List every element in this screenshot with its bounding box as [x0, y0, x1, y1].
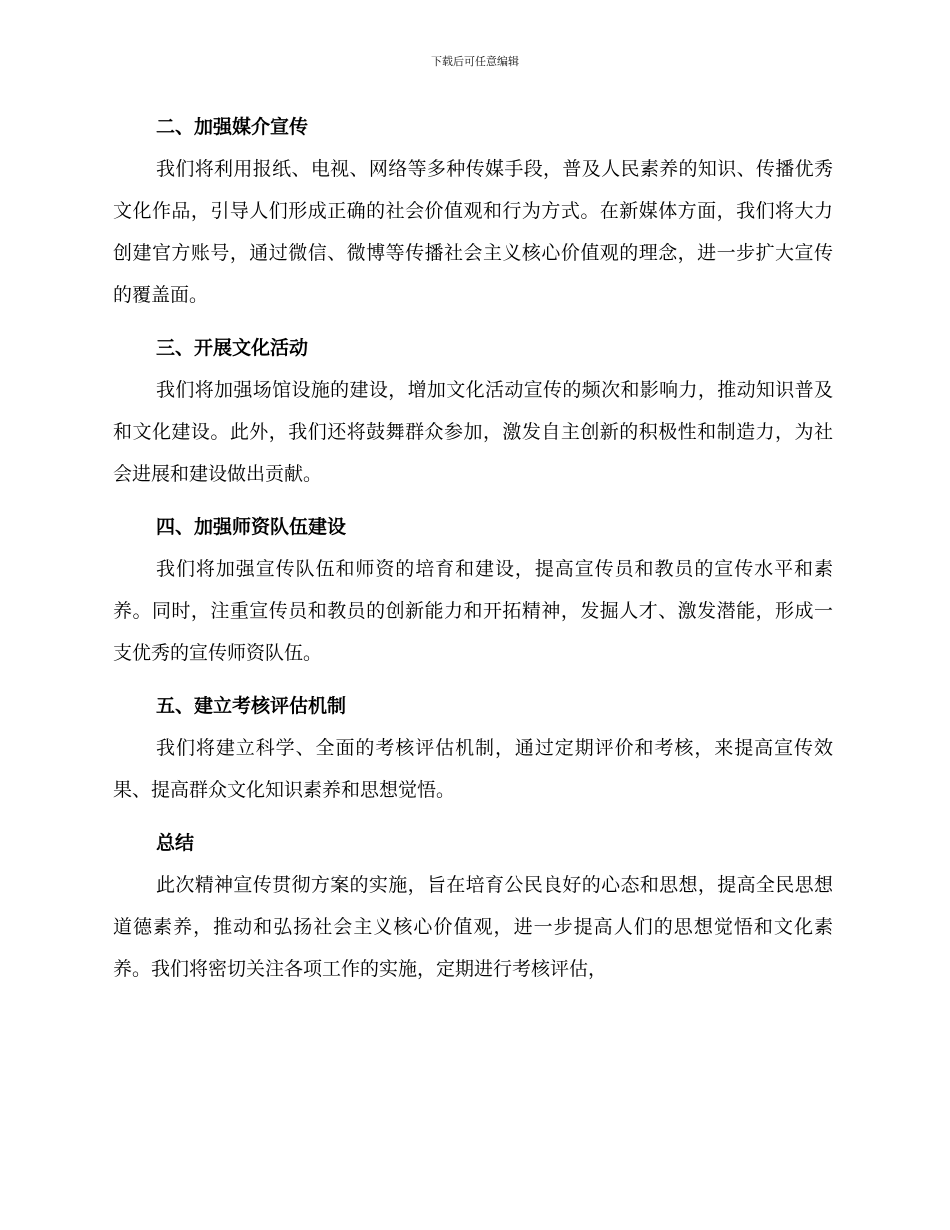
section-media-publicity	[113, 106, 833, 316]
page-header-note: 下载后可任意编辑	[431, 55, 519, 68]
section-teacher-team	[113, 506, 833, 674]
section-paragraph: 此次精神宣传贯彻方案的实施，旨在培育公民良好的心态和思想，提高全民思想道德素养，推动和弘扬社会主义核心价值观，进一步提高人们的思想觉悟和文化素养。我们将密切关注各项工作的实施，定期进行考核评估，	[113, 874, 833, 980]
section-cultural-activities	[113, 327, 833, 495]
section-summary	[113, 822, 833, 990]
document-body	[113, 106, 833, 1001]
section-heading: 二、加强媒介宣传	[156, 116, 309, 138]
section-evaluation-mechanism	[113, 685, 833, 811]
section-paragraph: 我们将利用报纸、电视、网络等多种传媒手段，普及人民素养的知识、传播优秀文化作品，引导人们形成正确的社会价值观和行为方式。在新媒体方面，我们将大力创建官方账号，通过微信、微博等传播社会主义核心价值观的理念，进一步扩大宣传的覆盖面。	[113, 158, 833, 306]
section-paragraph: 我们将加强宣传队伍和师资的培育和建设，提高宣传员和教员的宣传水平和素养。同时，注重宣传员和教员的创新能力和开拓精神，发掘人才、激发潜能，形成一支优秀的宣传师资队伍。	[113, 558, 833, 664]
section-heading: 四、加强师资队伍建设	[156, 516, 347, 538]
section-paragraph: 我们将加强场馆设施的建设，增加文化活动宣传的频次和影响力，推动知识普及和文化建设。此外，我们还将鼓舞群众参加，激发自主创新的积极性和制造力，为社会进展和建设做出贡献。	[113, 379, 833, 485]
section-heading: 五、建立考核评估机制	[156, 695, 347, 717]
section-paragraph: 我们将建立科学、全面的考核评估机制，通过定期评价和考核，来提高宣传效果、提高群众文化知识素养和思想觉悟。	[113, 737, 833, 801]
section-heading: 三、开展文化活动	[156, 337, 309, 359]
section-heading: 总结	[156, 832, 195, 854]
